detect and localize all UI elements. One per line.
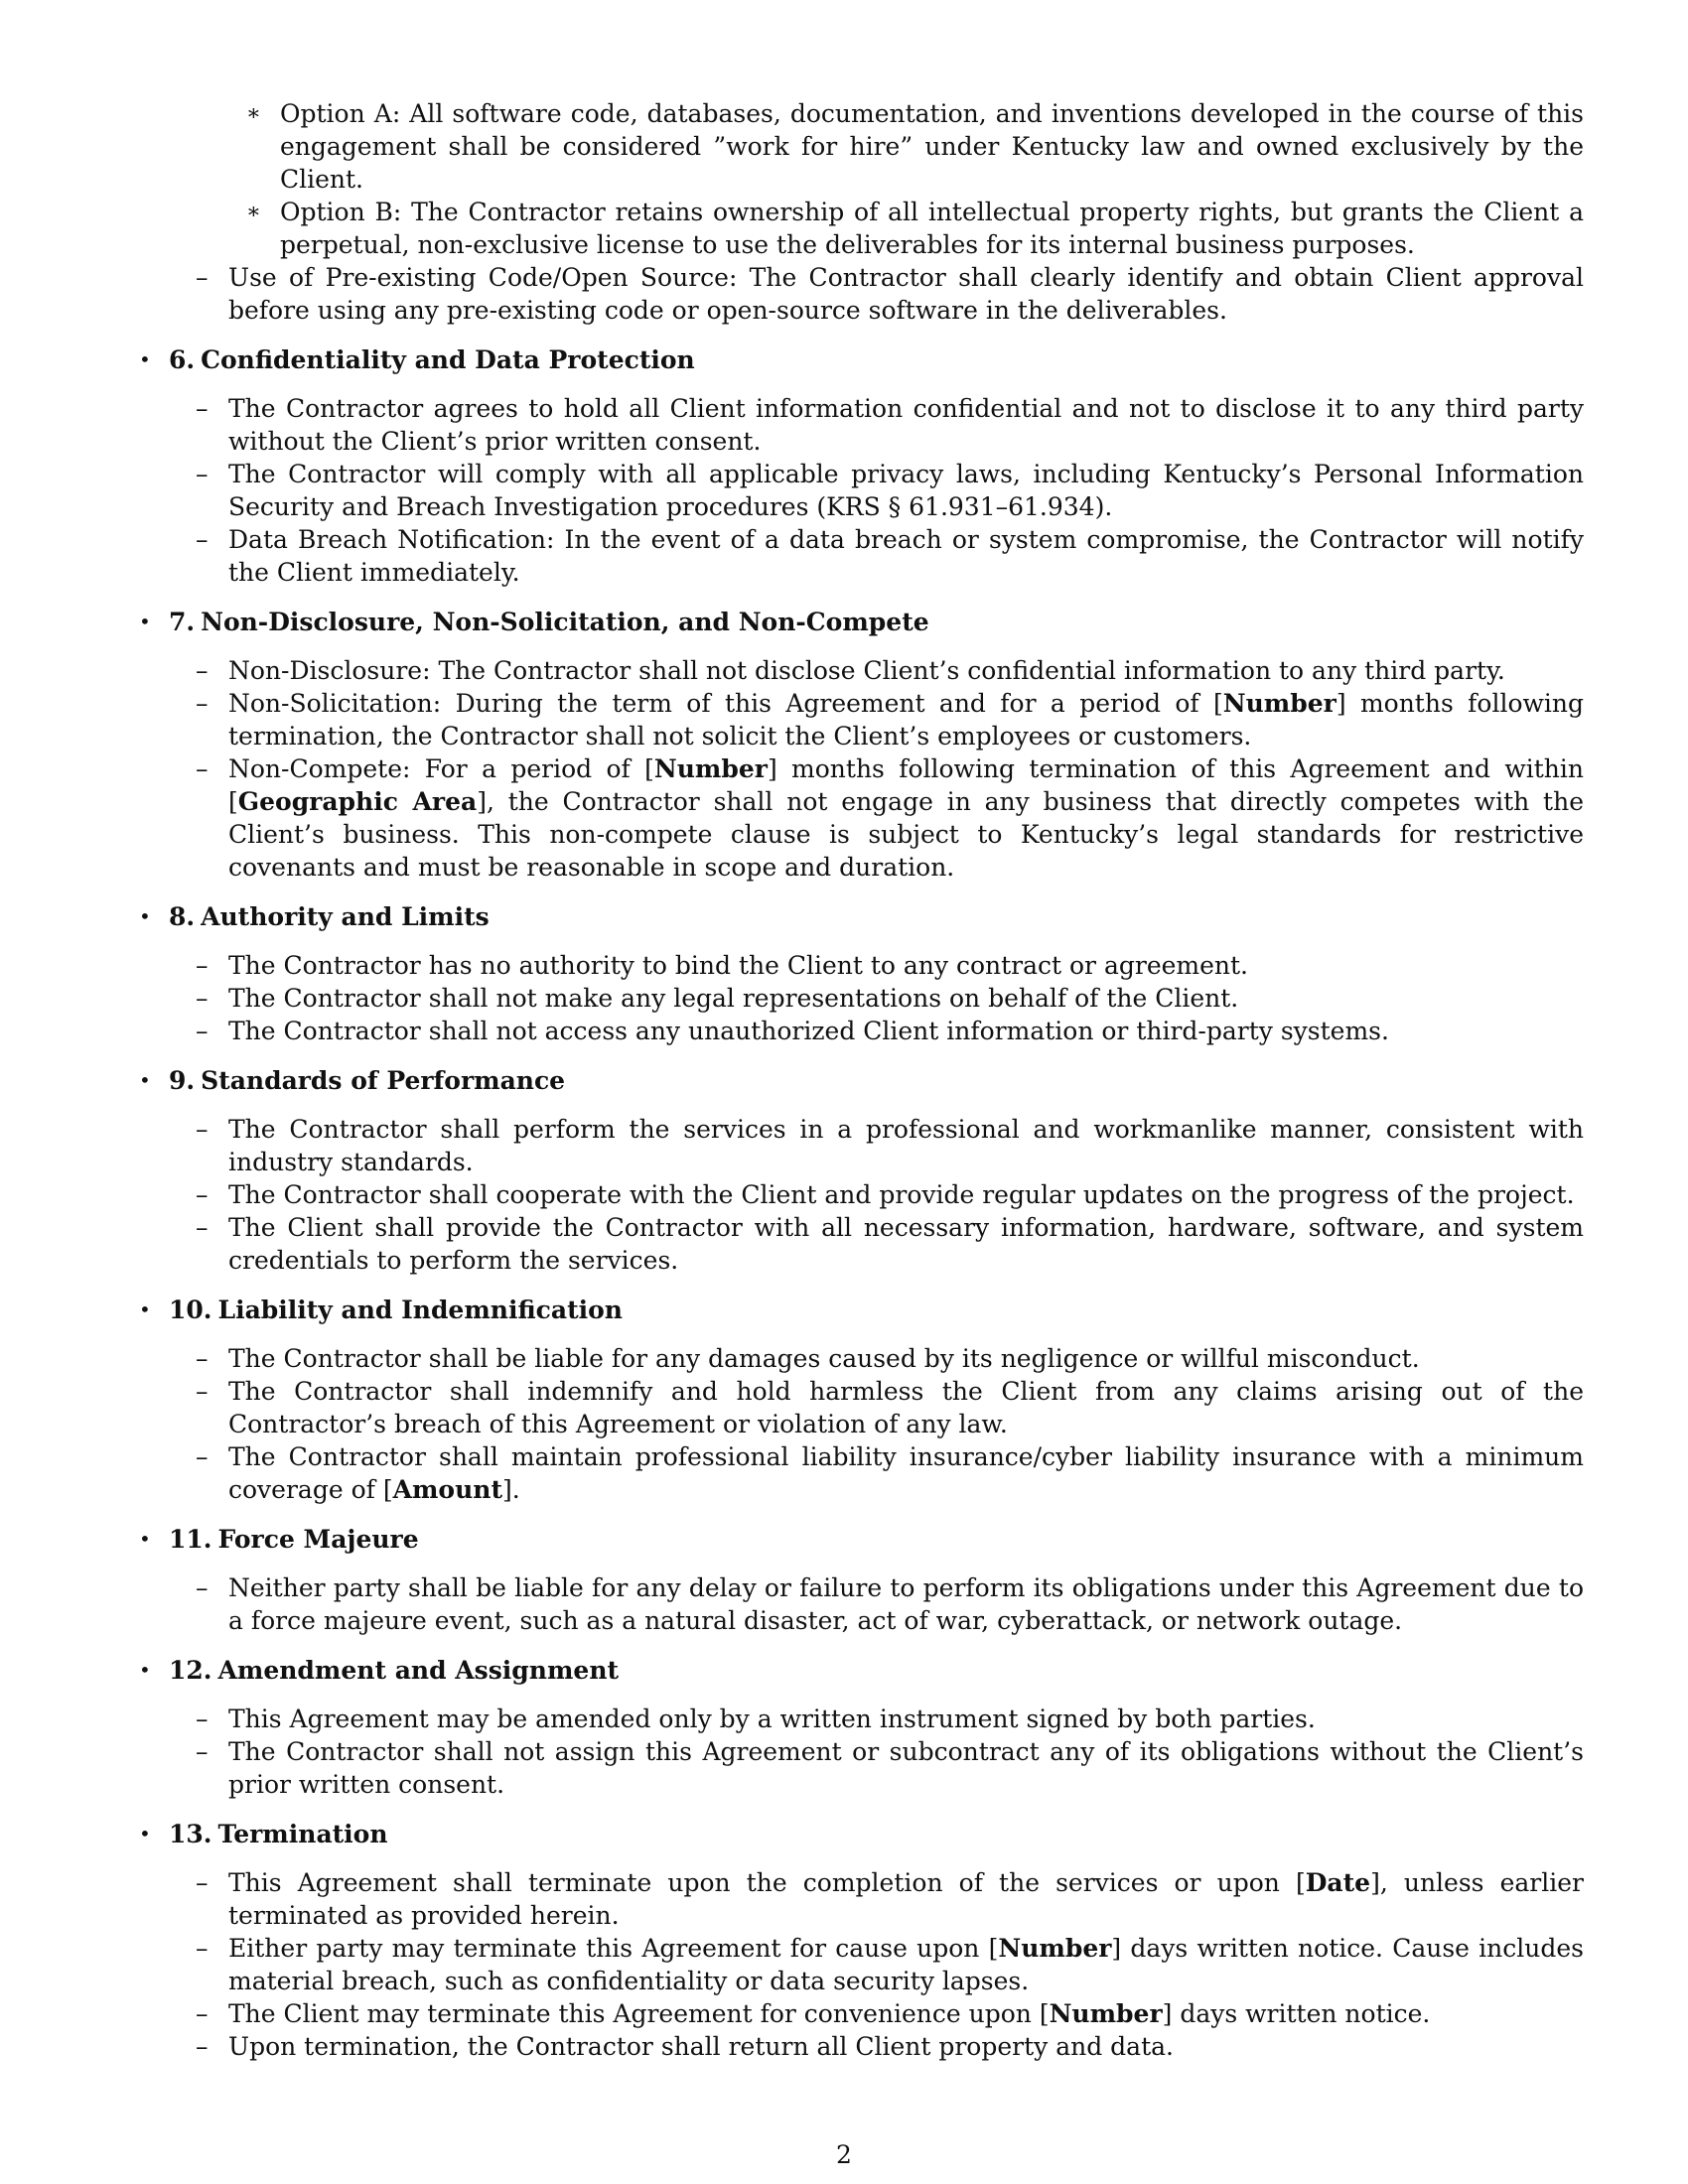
list-item — [139, 982, 1584, 1015]
dash-marker: – — [196, 1115, 209, 1144]
option-a — [139, 97, 1584, 196]
dash-marker: – — [196, 1868, 209, 1897]
section-bullet: • — [139, 1658, 151, 1682]
list-item — [139, 2030, 1584, 2063]
item-text: This Agreement shall terminate upon the completion of the services or upon [ — [228, 1868, 1306, 1897]
section-9 — [139, 1064, 1584, 1277]
list-item — [139, 1571, 1584, 1637]
dash-marker: – — [196, 460, 209, 488]
item-text: Upon termination, the Contractor shall return all Client property and data. — [228, 2032, 1174, 2061]
list-item — [139, 687, 1584, 752]
item-text: Non-Compete: For a period of [ — [228, 754, 654, 783]
ip-items-list — [139, 261, 1584, 327]
section-heading — [139, 1818, 1584, 1850]
dash-marker: – — [196, 1180, 209, 1209]
section-bullet: • — [139, 1297, 151, 1321]
placeholder-field: Number — [1049, 1999, 1163, 2028]
option-a-text: Option A: All software code, databases, documentation, and inventions developed in the course of this engagement shall be considered ”work for hire” under Kentucky law and owned exclusively by the Client. — [280, 99, 1584, 194]
placeholder-field: Number — [998, 1934, 1112, 1963]
list-item — [139, 1735, 1584, 1801]
item-text: Either party may terminate this Agreement for cause upon [ — [228, 1934, 999, 1963]
section-bullet: • — [139, 1822, 151, 1845]
dash-marker: – — [196, 1017, 209, 1045]
pre-existing-code-text: Use of Pre-existing Code/Open Source: The Contractor shall clearly identify and obtain Client approval before using any pre-existing code or open-source software in the deliverables. — [228, 263, 1584, 325]
section-heading — [139, 900, 1584, 933]
list-item — [139, 1932, 1584, 1997]
section-heading — [139, 1064, 1584, 1097]
item-text: The Client shall provide the Contractor with all necessary information, hardware, software, and system credentials to perform the services. — [228, 1213, 1584, 1275]
dash-marker: – — [196, 525, 209, 554]
section-12 — [139, 1654, 1584, 1801]
section-11 — [139, 1523, 1584, 1637]
item-text: ] days written notice. Cause includes material breach, such as confidentiality or data security lapses. — [228, 1934, 1585, 1995]
item-text: This Agreement may be amended only by a written instrument signed by both parties. — [228, 1705, 1316, 1733]
list-item — [139, 1440, 1584, 1506]
item-text: The Contractor shall be liable for any damages caused by its negligence or willful misconduct. — [228, 1344, 1420, 1373]
list-item — [139, 458, 1584, 523]
placeholder-field: Number — [1222, 689, 1336, 718]
dash-marker: – — [196, 1573, 209, 1602]
item-text: The Contractor shall maintain professional liability insurance/cyber liability insurance with a minimum coverage of [ — [228, 1442, 1584, 1504]
item-text: ] months following termination, the Contractor shall not solicit the Client’s employees or customers. — [228, 689, 1584, 751]
section-13 — [139, 1818, 1584, 2063]
dash-marker: – — [196, 1705, 209, 1733]
dash-marker: – — [196, 1442, 209, 1471]
section-title: Confidentiality and Data Protection — [201, 345, 695, 374]
section-heading — [139, 343, 1584, 376]
dash-marker: – — [196, 263, 209, 292]
item-text: The Contractor shall not assign this Agreement or subcontract any of its obligations without the Client’s prior written consent. — [228, 1737, 1584, 1799]
section-bullet: • — [139, 904, 151, 928]
section-number: 13. — [169, 1820, 212, 1848]
item-text: ], the Contractor shall not engage in any business that directly competes with the Client’s business. This non-compete clause is subject to Kentucky’s legal standards for restrictive covenants and must be reasonable in scope and duration. — [228, 787, 1584, 882]
list-item — [139, 1866, 1584, 1932]
dash-marker: – — [196, 754, 209, 783]
dash-marker: – — [196, 984, 209, 1013]
section-8 — [139, 900, 1584, 1047]
list-item — [139, 1178, 1584, 1211]
item-text: The Contractor agrees to hold all Client information confidential and not to disclose it to any third party without the Client’s prior written consent. — [228, 394, 1584, 456]
section-number: 8. — [169, 902, 196, 931]
dash-marker: – — [196, 1999, 209, 2028]
placeholder-field: Amount — [392, 1475, 503, 1504]
dash-marker: – — [196, 1213, 209, 1242]
option-b-text: Option B: The Contractor retains ownership of all intellectual property rights, but grants the Client a perpetual, non-exclusive license to use the deliverables for its internal business purposes. — [280, 198, 1584, 259]
list-item — [139, 1375, 1584, 1440]
list-item — [139, 949, 1584, 982]
item-text: The Contractor will comply with all applicable privacy laws, including Kentucky’s Personal Information Security and Breach Investigation procedures (KRS § 61.931–61.934). — [228, 460, 1584, 521]
dash-marker: – — [196, 2032, 209, 2061]
section-number: 6. — [169, 345, 196, 374]
option-b — [139, 196, 1584, 261]
section-bullet: • — [139, 347, 151, 371]
item-text: ] days written notice. — [1162, 1999, 1431, 2028]
dash-marker: – — [196, 689, 209, 718]
item-text: ], unless earlier terminated as provided herein. — [228, 1868, 1584, 1930]
section-items — [139, 654, 1584, 884]
dash-marker: – — [196, 951, 209, 980]
section-items — [139, 1571, 1584, 1637]
dash-marker: – — [196, 656, 209, 685]
item-text: ]. — [502, 1475, 520, 1504]
item-text: The Contractor shall perform the services in a professional and workmanlike manner, consistent with industry standards. — [228, 1115, 1584, 1176]
dash-marker: – — [196, 1377, 209, 1406]
list-item — [139, 392, 1584, 458]
item-text: The Contractor shall not access any unauthorized Client information or third-party systems. — [228, 1017, 1389, 1045]
item-text: The Contractor shall indemnify and hold harmless the Client from any claims arising out of the Contractor’s breach of this Agreement or violation of any law. — [228, 1377, 1584, 1438]
item-text: The Contractor has no authority to bind the Client to any contract or agreement. — [228, 951, 1249, 980]
item-text: The Contractor shall cooperate with the Client and provide regular updates on the progress of the project. — [228, 1180, 1575, 1209]
section-10 — [139, 1294, 1584, 1506]
dash-marker: – — [196, 1737, 209, 1766]
section-bullet: • — [139, 610, 151, 633]
item-text: Non-Disclosure: The Contractor shall not disclose Client’s confidential information to any third party. — [228, 656, 1505, 685]
section-heading — [139, 1294, 1584, 1326]
item-text: Data Breach Notification: In the event of a data breach or system compromise, the Contractor will notify the Client immediately. — [228, 525, 1584, 587]
item-text: Neither party shall be liable for any delay or failure to perform its obligations under this Agreement due to a force majeure event, such as a natural disaster, act of war, cyberattack, or network outage. — [228, 1573, 1584, 1635]
dash-marker: – — [196, 1344, 209, 1373]
list-item — [139, 1342, 1584, 1375]
section-number: 12. — [169, 1656, 212, 1685]
dash-marker: – — [196, 1934, 209, 1963]
section-title: Authority and Limits — [201, 902, 490, 931]
section-title: Amendment and Assignment — [217, 1656, 620, 1685]
item-text: The Contractor shall not make any legal representations on behalf of the Client. — [228, 984, 1239, 1013]
ip-options-list — [139, 97, 1584, 261]
section-items — [139, 1866, 1584, 2063]
section-heading — [139, 606, 1584, 638]
section-heading — [139, 1523, 1584, 1556]
section-bullet: • — [139, 1068, 151, 1092]
sections-container — [139, 343, 1584, 2063]
section-bullet: • — [139, 1527, 151, 1551]
section-7 — [139, 606, 1584, 884]
section-title: Liability and Indemnification — [217, 1296, 623, 1324]
section-items — [139, 392, 1584, 589]
section-items — [139, 1703, 1584, 1801]
section-number: 11. — [169, 1525, 212, 1554]
document-body — [139, 97, 1584, 2063]
list-item — [139, 1703, 1584, 1735]
section-title: Force Majeure — [217, 1525, 419, 1554]
placeholder-field: Geographic Area — [237, 787, 478, 816]
list-item — [139, 654, 1584, 687]
section-title: Termination — [217, 1820, 388, 1848]
list-item — [139, 752, 1584, 884]
section-title: Non-Disclosure, Non-Solicitation, and Non-Compete — [201, 608, 929, 636]
list-item — [139, 1211, 1584, 1277]
list-item — [139, 523, 1584, 589]
item-text: ] months following termination of this Agreement and within [ — [228, 754, 1584, 816]
section-items — [139, 949, 1584, 1047]
placeholder-field: Date — [1305, 1868, 1371, 1897]
section-number: 9. — [169, 1066, 196, 1095]
page-number: 2 — [836, 2140, 852, 2169]
section-6 — [139, 343, 1584, 589]
list-item — [139, 1015, 1584, 1047]
asterisk-marker: ∗ — [246, 200, 261, 224]
pre-existing-code-item — [139, 261, 1584, 327]
section-items — [139, 1113, 1584, 1277]
list-item — [139, 1113, 1584, 1178]
item-text: Non-Solicitation: During the term of this Agreement and for a period of [ — [228, 689, 1223, 718]
asterisk-marker: ∗ — [246, 101, 261, 126]
list-item — [139, 1997, 1584, 2030]
section-heading — [139, 1654, 1584, 1687]
item-text: The Client may terminate this Agreement for convenience upon [ — [228, 1999, 1050, 2028]
section-number: 10. — [169, 1296, 212, 1324]
section-number: 7. — [169, 608, 196, 636]
section-items — [139, 1342, 1584, 1506]
dash-marker: – — [196, 394, 209, 423]
section-title: Standards of Performance — [201, 1066, 566, 1095]
placeholder-field: Number — [653, 754, 768, 783]
